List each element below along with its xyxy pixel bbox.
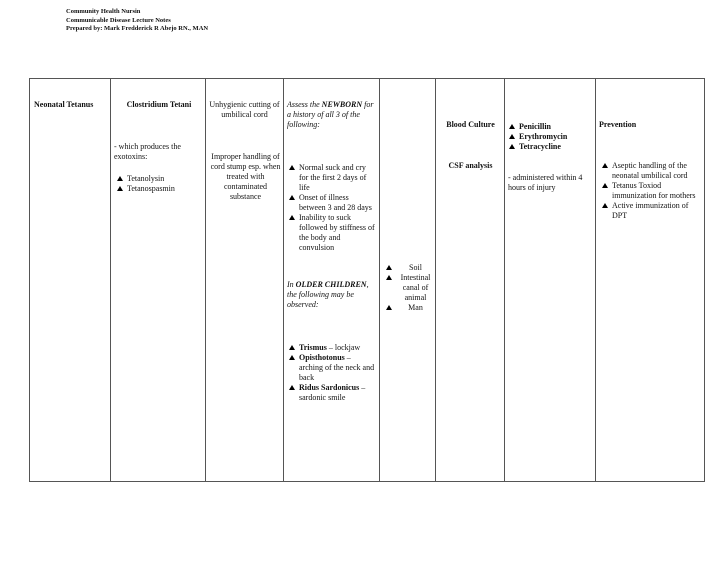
older-children-instruction <box>287 280 375 310</box>
sign-desc: – lockjaw <box>326 343 361 352</box>
list-item: Man <box>385 303 435 313</box>
drug-list <box>508 122 594 152</box>
sign-term: Ridus Sardonicus <box>299 383 360 392</box>
disease-table <box>29 78 705 482</box>
exotoxin-note: - which produces the exotoxins: <box>114 142 181 161</box>
column-divider <box>595 79 596 481</box>
column-divider <box>110 79 111 481</box>
list-item: Aseptic handling of the neonatal umbilical cord <box>601 161 701 181</box>
list-item: Tetracycline <box>508 142 594 152</box>
disease-name: Neonatal Tetanus <box>34 100 94 109</box>
causative-agent: Clostridium Tetani <box>126 100 192 109</box>
list-item: Penicillin <box>508 122 594 132</box>
list-item <box>288 353 376 383</box>
sign-desc: – sardonic smile <box>299 383 366 402</box>
older-children-emphasis: OLDER CHILDREN <box>295 280 367 289</box>
column-divider <box>205 79 206 481</box>
source-list <box>385 263 435 313</box>
toxin-list <box>116 174 204 194</box>
list-item: Tetanospasmin <box>116 184 204 194</box>
newborn-emphasis: NEWBORN <box>321 100 363 109</box>
list-item: Inability to suck followed by stiffness of the body and convulsion <box>288 213 376 253</box>
assess-newborn-instruction <box>287 100 375 130</box>
column-divider <box>283 79 284 481</box>
older-signs-list <box>288 343 376 403</box>
column-divider <box>435 79 436 481</box>
list-item: Tetanolysin <box>116 174 204 184</box>
list-item: Onset of illness between 3 and 28 days <box>288 193 376 213</box>
assess-text: Assess the <box>287 100 322 109</box>
column-divider <box>379 79 380 481</box>
mode-of-transmission-2: Improper handling of cord stump esp. when treated with contaminated substance <box>210 152 281 201</box>
diagnostic-test-2: CSF analysis <box>448 161 493 170</box>
sign-term: Trismus <box>299 343 327 352</box>
header-line-2: Communicable Disease Lecture Notes <box>66 16 171 24</box>
newborn-signs-list <box>288 163 376 253</box>
administration-note: - administered within 4 hours of injury <box>508 173 583 192</box>
header-line-3: Prepared by: Mark Fredderick R Abejo RN., MAN <box>66 25 209 32</box>
list-item <box>288 383 376 403</box>
list-item: Active immunization of DPT <box>601 201 701 221</box>
header-line-1: Community Health Nursin <box>66 8 141 15</box>
mode-of-transmission-1: Unhygienic cutting of umbilical cord <box>209 100 280 119</box>
list-item: Erythromycin <box>508 132 594 142</box>
prevention-title: Prevention <box>599 120 637 129</box>
diagnostic-test-1: Blood Culture <box>446 120 495 129</box>
list-item: Intestinal canal of animal <box>385 273 435 303</box>
list-item: Soil <box>385 263 435 273</box>
document-header <box>66 8 208 34</box>
sign-desc: – arching of the neck and back <box>299 353 375 382</box>
list-item: Tetanus Toxiod immunization for mothers <box>601 181 701 201</box>
older-text: , the following may be observed: <box>287 280 369 309</box>
sign-term: Opisthotonus <box>299 353 345 362</box>
assess-text: for a history of all 3 of the following: <box>287 100 374 129</box>
older-text: In <box>287 280 296 289</box>
list-item: Normal suck and cry for the first 2 days of life <box>288 163 376 193</box>
list-item <box>288 343 376 353</box>
column-divider <box>504 79 505 481</box>
prevention-list <box>601 161 701 221</box>
